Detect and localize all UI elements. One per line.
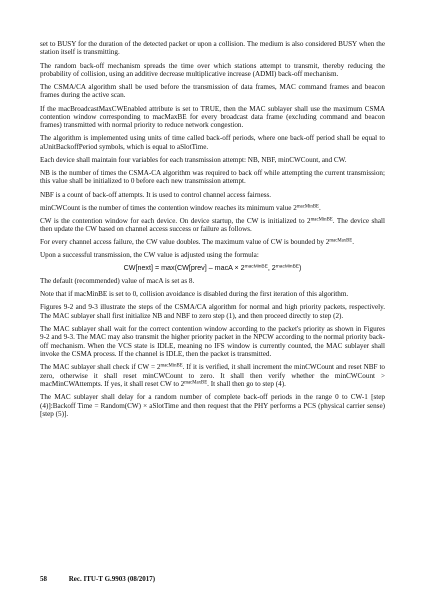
paragraph-text: The MAC sublayer shall delay for a random number of complete back-off periods in the range 0 to CW-1 [step (4)]:Backoff Time = Random(CW) × aSlotTime and then request that the PHY performs a PCS (physical carrier sense) [step (5)]. <box>40 393 385 419</box>
paragraph-text: CW[next] = max(CW[prev] – macA × 2 <box>123 264 245 273</box>
document-reference: Rec. ITU-T G.9903 (08/2017) <box>68 575 156 583</box>
formula-line <box>40 264 385 272</box>
body-paragraph <box>40 105 385 130</box>
paragraph-text: NBF is a count of back-off attempts. It is used to control channel access fairness. <box>40 190 272 199</box>
paragraph-text: Each device shall maintain four variables for each transmission attempt: NB, NBF, minCWCount, and CW. <box>40 155 347 164</box>
paragraph-text: Note that if macMinBE is set to 0, collision avoidance is disabled during the first iteration of this algorithm. <box>40 290 349 299</box>
body-paragraph <box>40 83 385 100</box>
body-paragraph <box>40 62 385 79</box>
body-paragraph <box>40 325 385 359</box>
superscript-exponent: macMinBE <box>244 264 268 270</box>
paragraph-text: NB is the number of times the CSMA-CA algorithm was required to back off while attempting the current transmission; this value shall be initialized to 0 before each new transmission attempt. <box>40 169 385 186</box>
body-paragraph <box>40 290 385 298</box>
document-body <box>40 40 385 423</box>
body-paragraph <box>40 238 385 246</box>
paragraph-text: . It shall then go to step (4). <box>207 380 286 389</box>
paragraph-text: . The device shall then update the CW based on channel access success or failure as follows. <box>40 216 386 234</box>
body-paragraph <box>40 363 385 388</box>
body-paragraph <box>40 191 385 199</box>
paragraph-text: For every channel access failure, the CW value doubles. The maximum value of CW is bounded by 2 <box>40 238 330 247</box>
paragraph-text: The random back-off mechanism spreads the time over which stations attempt to transmit, thereby reducing the probability of collision, using an additive decrease multiplicative increase (ADMI) back-off mechanism. <box>40 61 385 78</box>
paragraph-text: . If it is verified, it shall increment the minCWCount and reset NBF to zero, otherwise it shall reset minCWCount to zero. It shall then verify whether the minCWCount > macMinCWAttempts. If yes, it shall reset CW to 2 <box>40 363 386 389</box>
superscript-exponent: macMinBE <box>310 217 333 222</box>
paragraph-text: CW is the contention window for each device. On device startup, the CW is initialized to 2 <box>40 216 311 225</box>
paragraph-text: . <box>318 203 321 212</box>
paragraph-text: Upon a successful transmission, the CW value is adjusted using the formula: <box>40 251 259 260</box>
body-paragraph <box>40 251 385 259</box>
paragraph-text: minCWCount is the number of times the contention window reaches its minimum value 2 <box>40 203 297 212</box>
superscript-exponent: macMinBE <box>160 363 183 369</box>
paragraph-text: If the macBroadcastMaxCWEnabled attribute is set to TRUE, then the MAC sublayer shall use the maximum CSMA contention window corresponding to macMaxBE for every broadcast data frame (excluding command and beacon frames) transmitted with normal priority to reduce network congestion. <box>40 104 385 130</box>
paragraph-text: , 2 <box>267 264 276 273</box>
body-paragraph <box>40 303 385 320</box>
paragraph-text: ) <box>299 264 302 273</box>
superscript-exponent: macMinBE <box>296 203 319 209</box>
body-paragraph <box>40 134 385 151</box>
body-paragraph <box>40 169 385 186</box>
superscript-exponent: macMaxBE <box>329 238 353 244</box>
body-paragraph <box>40 204 385 212</box>
superscript-exponent: macMaxBE <box>184 380 208 386</box>
paragraph-text: . <box>352 238 355 247</box>
body-paragraph <box>40 277 385 285</box>
body-paragraph <box>40 393 385 418</box>
body-paragraph <box>40 217 385 234</box>
body-paragraph <box>40 40 385 57</box>
paragraph-text: The CSMA/CA algorithm shall be used before the transmission of data frames, MAC command frames and beacon frames during the active scan. <box>40 83 385 100</box>
superscript-exponent: macMinBE <box>275 264 299 270</box>
body-paragraph <box>40 156 385 164</box>
paragraph-text: The MAC sublayer shall wait for the correct contention window according to the packet's priority as shown in Figures 9-2 and 9-3. The MAC may also transmit the higher priority packet in the NPCW according to the normal priority back-off mechanism. When the VCS state is IDLE, meaning no IFS window is currently counted, the MAC sublayer shall invoke the CSMA process. If the channel is IDLE, then the packet is transmitted. <box>40 324 385 359</box>
page-number: 58 <box>40 575 47 583</box>
paragraph-text: The algorithm is implemented using units of time called back-off periods, where one back-off period shall be equal to aUnitBackoffPeriod symbols, which is equal to aSlotTime. <box>40 134 385 151</box>
paragraph-text: Figures 9-2 and 9-3 illustrate the steps of the CSMA/CA algorithm for normal and high priority packets, respectively. The MAC sublayer shall first initialize NB and NBF to zero step (1), and then proceed directly to step (2). <box>40 303 385 320</box>
paragraph-text: The MAC sublayer shall check if CW = 2 <box>40 363 161 372</box>
paragraph-text: set to BUSY for the duration of the detected packet or upon a collision. The medium is also considered BUSY when the station itself is transmitting. <box>40 40 385 57</box>
paragraph-text: The default (recommended) value of macA is set as 8. <box>40 277 195 286</box>
page-footer <box>40 575 155 583</box>
